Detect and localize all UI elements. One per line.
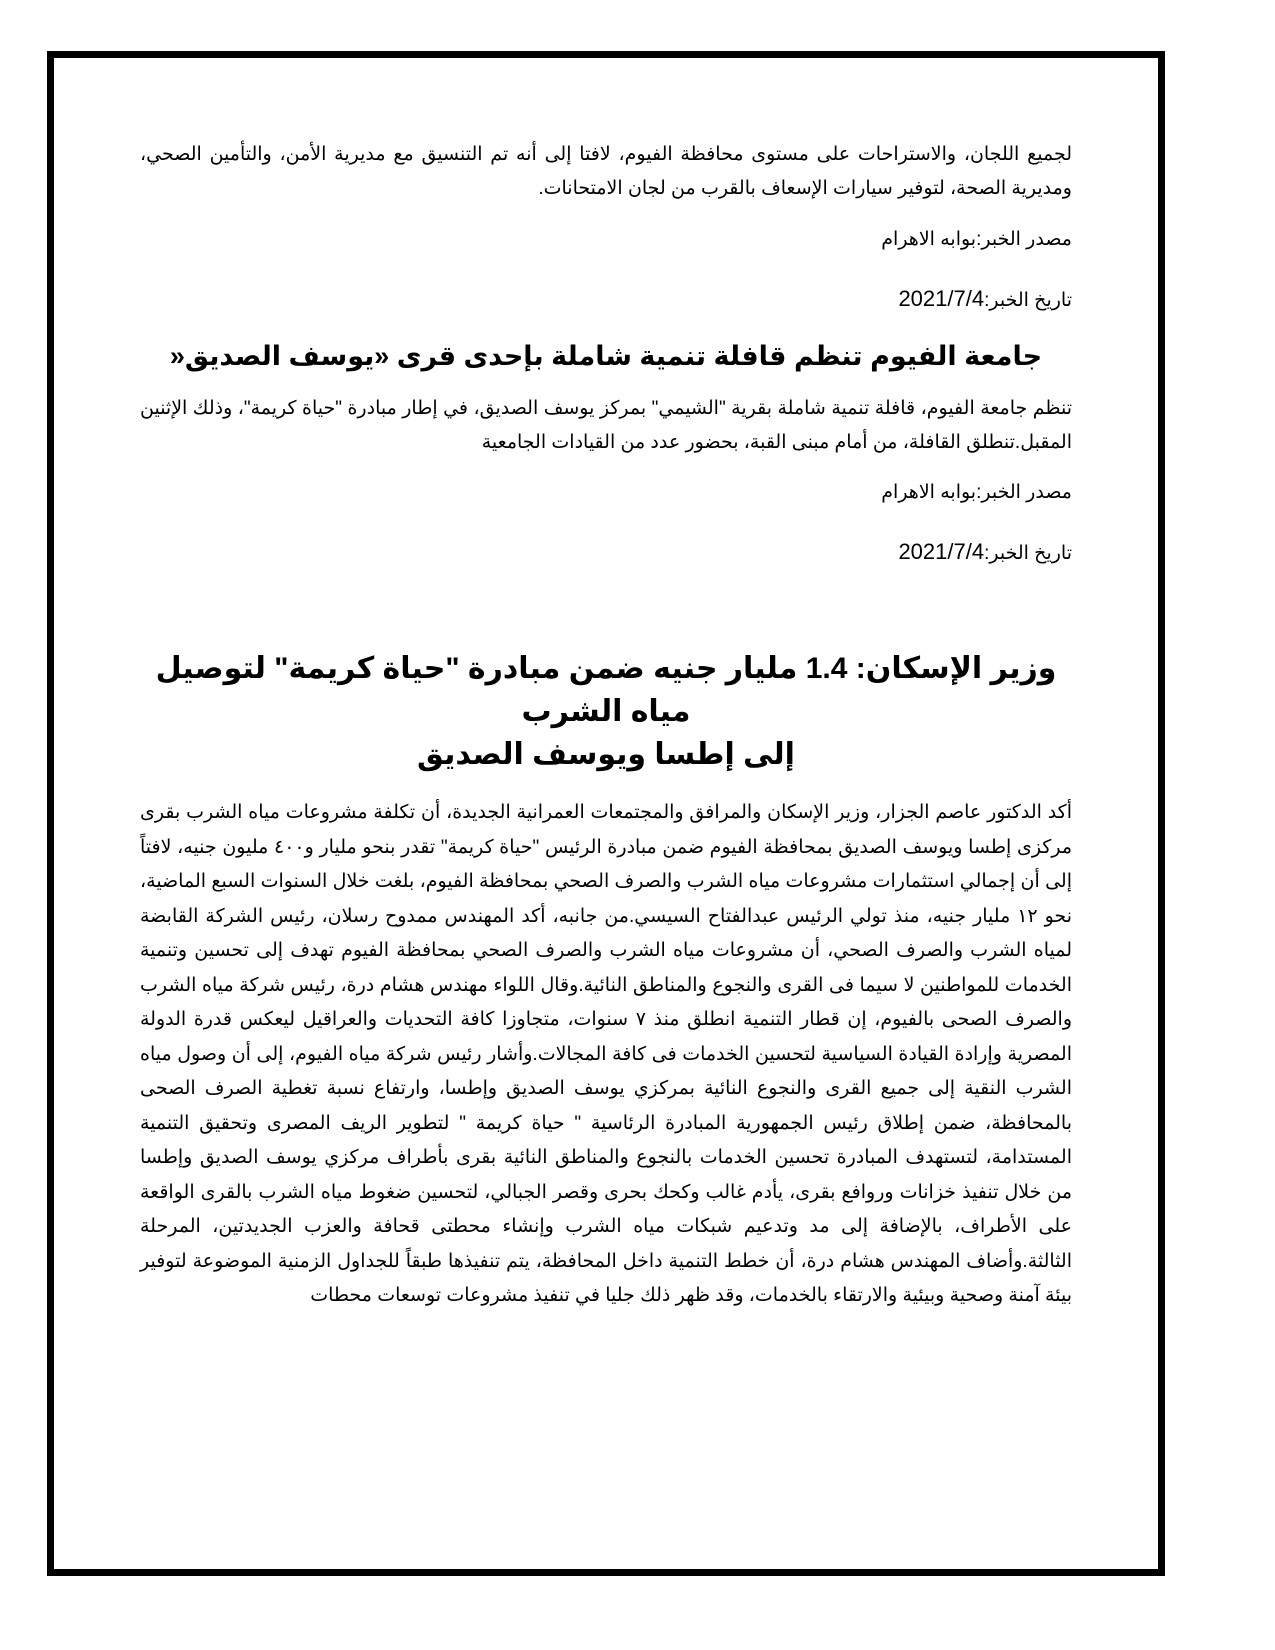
article-1-headline: جامعة الفيوم تنظم قافلة تنمية شاملة بإحدى قرى «يوسف الصديق« <box>169 341 1043 371</box>
article-1-date-label: تاريخ الخبر: <box>984 543 1072 564</box>
article-1-date <box>140 539 1072 567</box>
news-source: مصدر الخبر:بوابه الاهرام <box>881 229 1072 250</box>
news-date <box>140 286 1072 314</box>
article-2-paragraph: أكد الدكتور عاصم الجزار، وزير الإسكان والمرافق والمجتمعات العمرانية الجديدة، أن تكلفة مشروعات مياه الشرب بقرى مركزى إطسا ويوسف الصديق بمحافظة الفيوم ضمن مبادرة الرئيس "حياة كريمة" تقدر بنحو مليار و٤٠٠ مليون جنيه، لافتاً إلى أن إجمالي استثمارات مشروعات مياه الشرب والصرف الصحي بمحافظة الفيوم، بلغت خلال السنوات السبع الماضية، نحو ١٢ مليار جنيه، منذ تولي الرئيس عبدالفتاح السيسي.من جانبه، أكد المهندس ممدوح رسلان، رئيس الشركة القابضة لمياه الشرب والصرف الصحي، أن مشروعات مياه الشرب والصرف الصحي بمحافظة الفيوم تهدف إلى تحسين وتنمية الخدمات للمواطنين لا سيما فى القرى والنجوع والمناطق النائية.وقال اللواء مهندس هشام درة، رئيس شركة مياه الشرب والصرف الصحى بالفيوم، إن قطار التنمية انطلق منذ ٧ سنوات، متجاوزا كافة التحديات والعراقيل ليعكس قدرة الدولة المصرية وإرادة القيادة السياسية لتحسين الخدمات فى كافة المجالات.وأشار رئيس شركة مياه الفيوم، إلى أن وصول مياه الشرب النقية إلى جميع القرى والنجوع النائية بمركزي يوسف الصديق وإطسا، وارتفاع نسبة تغطية الصرف الصحى بالمحافظة، ضمن إطلاق رئيس الجمهورية المبادرة الرئاسية " حياة كريمة " لتطوير الريف المصرى وتحقيق التنمية المستدامة، لتستهدف المبادرة تحسين الخدمات بالنجوع والمناطق النائية بقرى بأطراف مركزي يوسف الصديق وإطسا من خلال تنفيذ خزانات وروافع بقرى، يأدم غالب وكحك بحرى وقصر الجبالي، لتحسين ضغوط مياه الشرب بالقرى الواقعة على الأطراف، بالإضافة إلى مد وتدعيم شبكات مياه الشرب وإنشاء محطتى قحافة والعزب الجديدتين، المرحلة الثالثة.وأضاف المهندس هشام درة، أن خطط التنمية داخل المحافظة، يتم تنفيذها طبقاً للجداول الزمنية الموضوعة لتوفير بيئة آمنة وصحية وبيئية والارتقاء بالخدمات، وقد ظهر ذلك جليا في تنفيذ مشروعات توسعات محطات <box>140 802 1073 1306</box>
article-1-date-value: 2021/7/4 <box>898 539 985 564</box>
article-1-paragraph: تنظم جامعة الفيوم، قافلة تنمية شاملة بقرية "الشيمي" بمركز يوسف الصديق، في إطار مبادرة "حياة كريمة"، وذلك الإثنين المقبل.تنطلق القافلة، من أمام مبنى القبة، بحضور عدد من القيادات الجامعية <box>140 398 1072 453</box>
news-date-label: تاريخ الخبر: <box>984 290 1072 311</box>
news-date-value: 2021/7/4 <box>898 286 985 311</box>
article-2-headline-line-2: إلى إطسا ويوسف الصديق <box>417 738 795 771</box>
document-body <box>140 138 1072 1314</box>
article-2-headline <box>140 647 1072 776</box>
article-2-headline-line-1: وزير الإسكان: 1.4 مليار جنيه ضمن مبادرة "حياة كريمة" لتوصيل مياه الشرب <box>155 652 1057 728</box>
article-1-source: مصدر الخبر:بوابه الاهرام <box>881 482 1072 503</box>
continuation-paragraph: لجميع اللجان، والاستراحات على مستوى محافظة الفيوم، لافتا إلى أنه تم التنسيق مع مديرية الأمن، والتأمين الصحي، ومديرية الصحة، لتوفير سيارات الإسعاف بالقرب من لجان الامتحانات. <box>140 144 1072 199</box>
